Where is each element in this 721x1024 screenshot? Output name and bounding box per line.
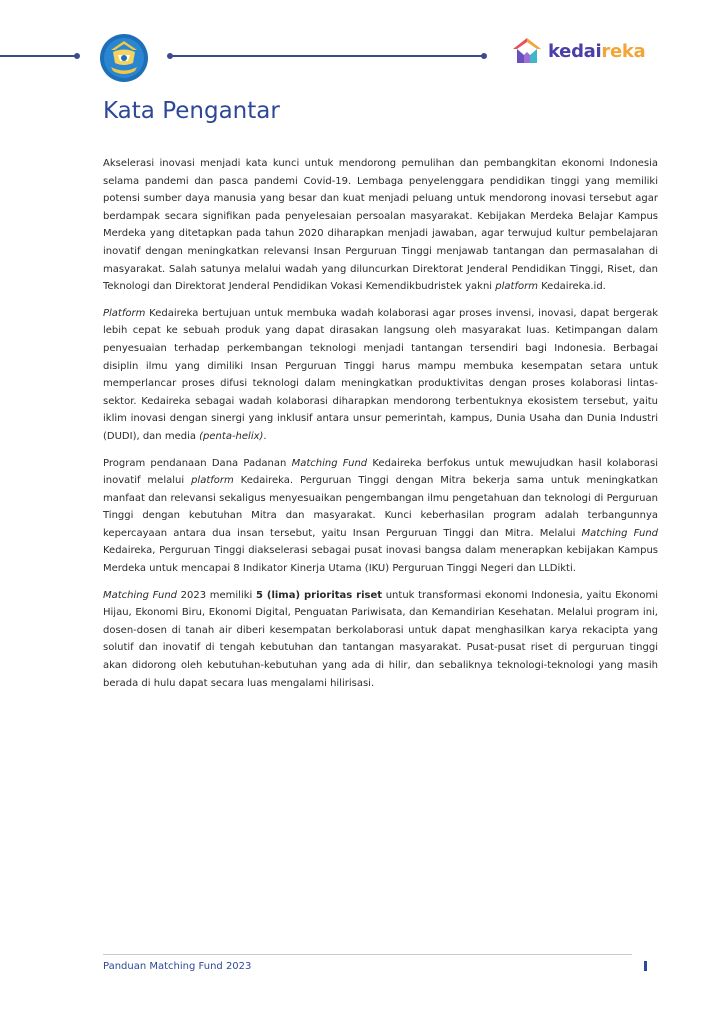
header-rule-dot xyxy=(481,53,487,59)
paragraph-3 xyxy=(103,455,658,578)
tut-wuri-handayani-logo xyxy=(99,33,149,83)
bold-text: 5 (lima) prioritas riset xyxy=(255,589,383,601)
paragraph-2 xyxy=(103,305,658,446)
emphasis-text: platform xyxy=(495,281,538,293)
kedaireka-mark-icon xyxy=(510,36,544,66)
paragraph-text: 2023 memiliki xyxy=(177,589,256,601)
paragraph-1 xyxy=(103,155,658,296)
page-number-marker xyxy=(644,961,647,971)
header-rule-dot xyxy=(74,53,80,59)
footer-title: Panduan Matching Fund 2023 xyxy=(103,961,252,972)
page-title: Kata Pengantar xyxy=(103,98,280,124)
paragraph-text: Kedaireka bertujuan untuk membuka wadah kolaborasi agar proses invensi, inovasi, dapat bergerak lebih cepat ke sebuah produk yang dapat dirasakan langsung oleh masyarakat luas. Ketimpangan dalam penyesuaian terhadap perkembangan teknologi menjadi tantangan tersendiri bagi Indonesia. Berbagai disiplin ilmu yang dimiliki Insan Perguruan Tinggi harus mampu membuka kesempatan setara untuk memperlancar proses difusi teknologi dalam meningkatkan produktivitas dengan proses kolaborasi lintas-sektor. Kedaireka sebagai wadah kolaborasi diharapkan mendorong terbentuknya ekosistem tersebut, yaitu iklim inovasi dengan sinergi yang inklusif antara unsur pemerintah, kampus, Dunia Usaha dan Dunia Industri (DUDI), dan media xyxy=(103,307,658,442)
page-number-tab xyxy=(632,954,658,978)
paragraph-text: Akselerasi inovasi menjadi kata kunci untuk mendorong pemulihan dan pembangkitan ekonomi Indonesia selama pandemi dan pasca pandemi Covid-19. Lembaga penyelenggara pendidikan tinggi yang memiliki potensi sumber daya manusia yang besar dan kuat menjadi peluang untuk mendorong inovasi tersebut agar berdampak secara signifikan pada penyelesaian persoalan masyarakat. Kebijakan Merdeka Belajar Kampus Merdeka yang ditetapkan pada tahun 2020 diharapkan menjadi jawaban, agar terwujud kultur pembelajaran inovatif dengan meningkatkan relevansi Insan Perguruan Tinggi menjawab tantangan dan permasalahan di masyarakat. Salah satunya melalui wadah yang diluncurkan Direktorat Jenderal Pendidikan Tinggi, Riset, dan Teknologi dan Direktorat Jenderal Pendidikan Vokasi Kemendikbudristek yakni xyxy=(103,158,658,293)
emphasis-text: Platform xyxy=(103,307,146,319)
brand-word-kedai: kedai xyxy=(548,40,602,62)
paragraph-text: untuk transformasi ekonomi Indonesia, yaitu Ekonomi Hijau, Ekonomi Biru, Ekonomi Digital, Penguatan Pariwisata, dan Kemandirian Kesehatan. Melalui program ini, dosen-dosen di tanah air diberi kesempatan berkolaborasi untuk dapat menghasilkan karya rekacipta yang solutif dan inovatif di tengah kebutuhan dan tantangan masyarakat. Pusat-pusat riset di perguruan tinggi akan didorong oleh kebutuhan-kebutuhan yang ada di hilir, dan sebaliknya teknologi-teknologi yang masih berada di hulu dapat secara luas mengalami hilirisasi. xyxy=(103,589,658,689)
brand-word-reka: reka xyxy=(601,40,646,62)
body-text xyxy=(103,155,658,701)
paragraph-text: Kedaireka berfokus untuk mewujudkan hasil kolaborasi inovatif melalui xyxy=(103,457,659,487)
paragraph-text: Program pendanaan Dana Padanan xyxy=(103,457,292,469)
kedaireka-wordmark xyxy=(548,41,645,62)
paragraph-4 xyxy=(103,587,658,693)
paragraph-text: . xyxy=(263,430,267,442)
emphasis-text: Matching Fund xyxy=(581,527,659,539)
emphasis-text: (penta-helix) xyxy=(199,430,264,442)
emphasis-text: Matching Fund xyxy=(103,589,178,601)
kedaireka-logo xyxy=(510,36,645,66)
footer-rule xyxy=(103,954,658,955)
paragraph-text: Kedaireka. Perguruan Tinggi dengan Mitra bekerja sama untuk meningkatkan manfaat dan relevansi sekaligus menyesuaikan pengembangan ilmu pengetahuan dan teknologi di Perguruan Tinggi dengan kebutuhan Mitra dan masyarakat. Kunci keberhasilan program adalah terbangunnya kepercayaan antara dua insan tersebut, yaitu Insan Perguruan Tinggi dan Mitra. Melalui xyxy=(103,475,658,539)
paragraph-text: Kedaireka.id. xyxy=(537,281,606,293)
emphasis-text: platform xyxy=(191,475,234,487)
header-rule-center xyxy=(170,55,484,57)
paragraph-text: Kedaireka, Perguruan Tinggi diakselerasi sebagai pusat inovasi bangsa dalam menerapkan kebijakan Kampus Merdeka untuk mencapai 8 Indikator Kinerja Utama (IKU) Perguruan Tinggi Negeri dan LLDikti. xyxy=(103,545,658,575)
emphasis-text: Matching Fund xyxy=(291,457,368,469)
header-rule-left xyxy=(0,55,76,57)
